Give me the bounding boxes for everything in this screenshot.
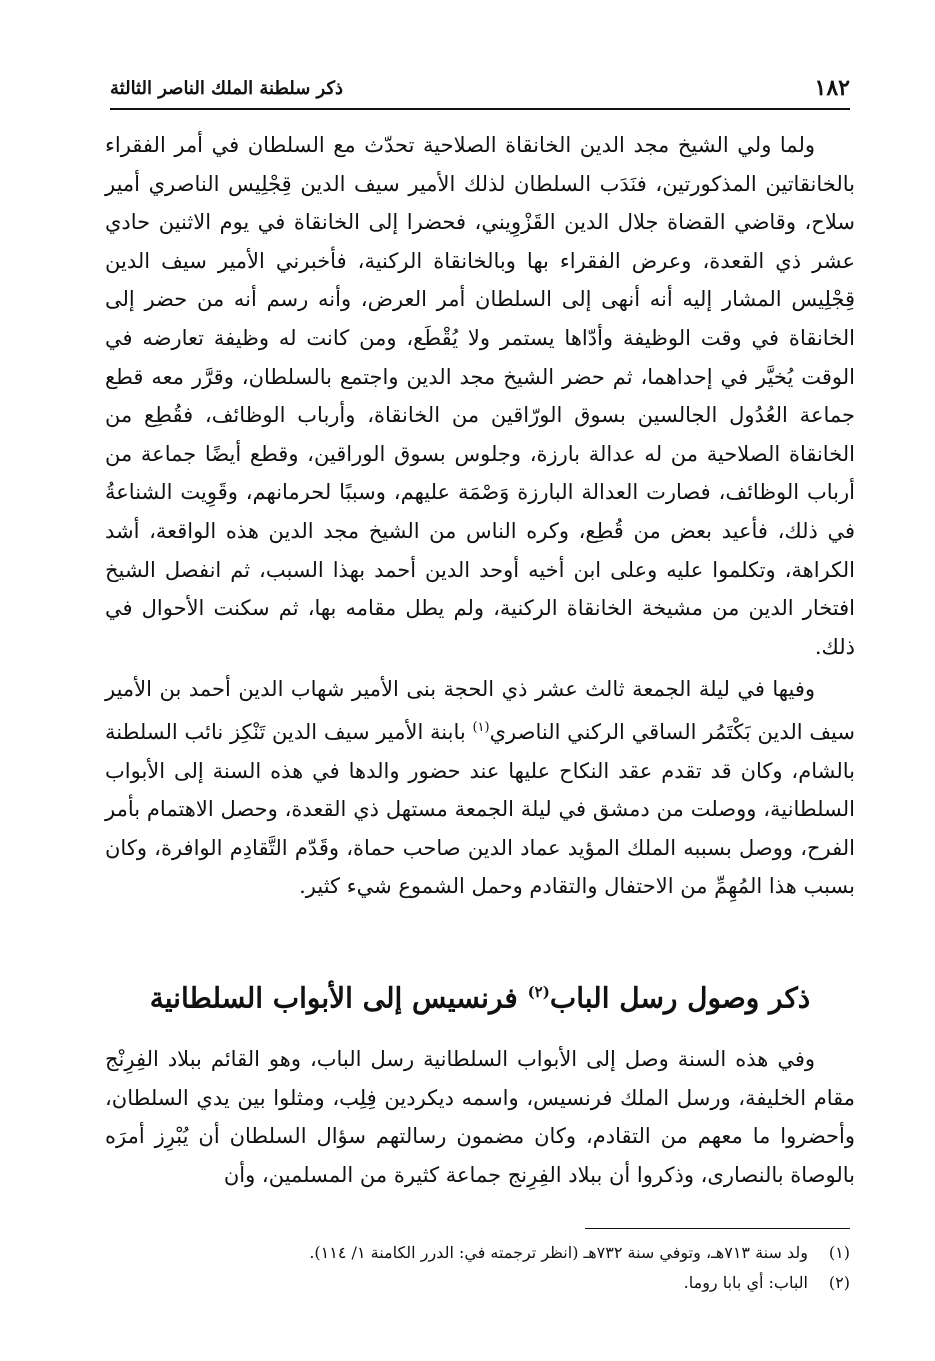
paragraph-2-part-a: وفيها في ليلة الجمعة ثالث عشر ذي الحجة بنى الأمير شهاب الدين أحمد بن الأمير سيف الدين بَكْتَمُر الساقي الركني الناصري (105, 677, 855, 744)
footnote-rule (585, 1228, 850, 1229)
section-heading-part-b: فرنسيس إلى الأبواب السلطانية (149, 981, 518, 1015)
footnote-text: ولد سنة ٧١٣هـ، وتوفي سنة ٧٣٢هـ (انظر ترجمته في: الدرر الكامنة ١/ ١١٤). (309, 1243, 808, 1262)
section-heading (105, 970, 855, 1020)
paragraph-3: وفي هذه السنة وصل إلى الأبواب السلطانية رسل الباب، وهو القائم ببلاد الفِرِنْج مقام الخليفة، ورسل الملك فرنسيس، واسمه ديكردين فِلِب، ومثلوا بين يدي السلطان، وأحضروا ما معهم من التقادم، وكان مضمون رسالتهم سؤال السلطان أن يُبْرِز أمرَه بالوصاة بالنصارى، وذكروا أن ببلاد الفِرِنج جماعة كثيرة من المسلمين، وأن (105, 1047, 855, 1187)
footnote-1 (105, 1238, 850, 1268)
paragraph-1: ولما ولي الشيخ مجد الدين الخانقاة الصلاحية تحدّث مع السلطان في أمر الفقراء بالخانقاتين المذكورتين، فنَدَب السلطان لذلك الأمير سيف الدين قِجْلِيس الناصري أمير سلاح، وقاضي القضاة جلال الدين القَزْوِيني، فحضرا إلى الخانقاة في يوم الاثنين حادي عشر ذي القعدة، وعرض الفقراء بها وبالخانقاة الركنية، فأخبرني الأمير سيف الدين قِجْلِيس المشار إليه أنه أنهى إلى السلطان أمر العرض، وأنه رسم أنه من حضر إلى الخانقاة في وقت الوظيفة وأدّاها يستمر ولا يُقْطَع، ومن كانت له وظيفة تعارضه في الوقت يُخيَّر في إحداهما، ثم حضر الشيخ مجد الدين واجتمع بالسلطان، وقرَّر معه قطع جماعة العُدُول الجالسين بسوق الورّاقين من الخانقاة، وأرباب الوظائف، فقُطِع من الخانقاة الصلاحية من له عدالة بارزة، وجلوس بسوق الوراقين، وقطع أيضًا جماعة من أرباب الوظائف، فصارت العدالة البارزة وَصْمَة عليهم، وسببًا لحرمانهم، وقَوِيت الشناعةُ في ذلك، فأعيد بعض من قُطِع، وكره الناس من الشيخ مجد الدين هذه الواقعة، أشد الكراهة، وتكلموا عليه وعلى ابن أخيه أوحد الدين أحمد بهذا السبب، ثم انفصل الشيخ افتخار الدين من مشيخة الخانقاة الركنية، ولم يطل مقامه بها، ثم سكنت الأحوال في ذلك. (105, 133, 855, 659)
footnote-2 (105, 1268, 850, 1298)
section-text (105, 1040, 855, 1194)
footnote-ref-2[interactable]: (٢) (527, 983, 550, 1001)
footnotes (105, 1238, 850, 1298)
footnote-number: (٢) (828, 1273, 850, 1292)
main-text (105, 126, 855, 906)
running-title: ذكر سلطنة الملك الناصر الثالثة (110, 77, 344, 99)
paragraph-2 (105, 670, 855, 906)
header-rule (110, 108, 850, 110)
footnote-number: (١) (828, 1243, 850, 1262)
page-header (110, 70, 850, 106)
paragraph-2-part-b: بابنة الأمير سيف الدين تَنْكِز نائب السلطنة بالشام، وكان قد تقدم عقد النكاح عليها عند حضور والدها في هذه السنة إلى الأبواب السلطانية، ووصلت من دمشق في ليلة الجمعة مستهل ذي القعدة، وحصل الاهتمام بأمر الفرح، ووصل بسببه الملك المؤيد عماد الدين صاحب حماة، وقَدّم التَّقادِم الوافرة، وكان بسبب هذا المُهِمِّ من الاحتفال والتقادم وحمل الشموع شيء كثير. (105, 719, 855, 899)
page-number: ١٨٢ (814, 75, 850, 101)
footnote-text: الباب: أي بابا روما. (683, 1273, 808, 1292)
footnote-ref-1[interactable]: (١) (472, 719, 490, 735)
section-heading-part-a: ذكر وصول رسل الباب (549, 981, 811, 1015)
